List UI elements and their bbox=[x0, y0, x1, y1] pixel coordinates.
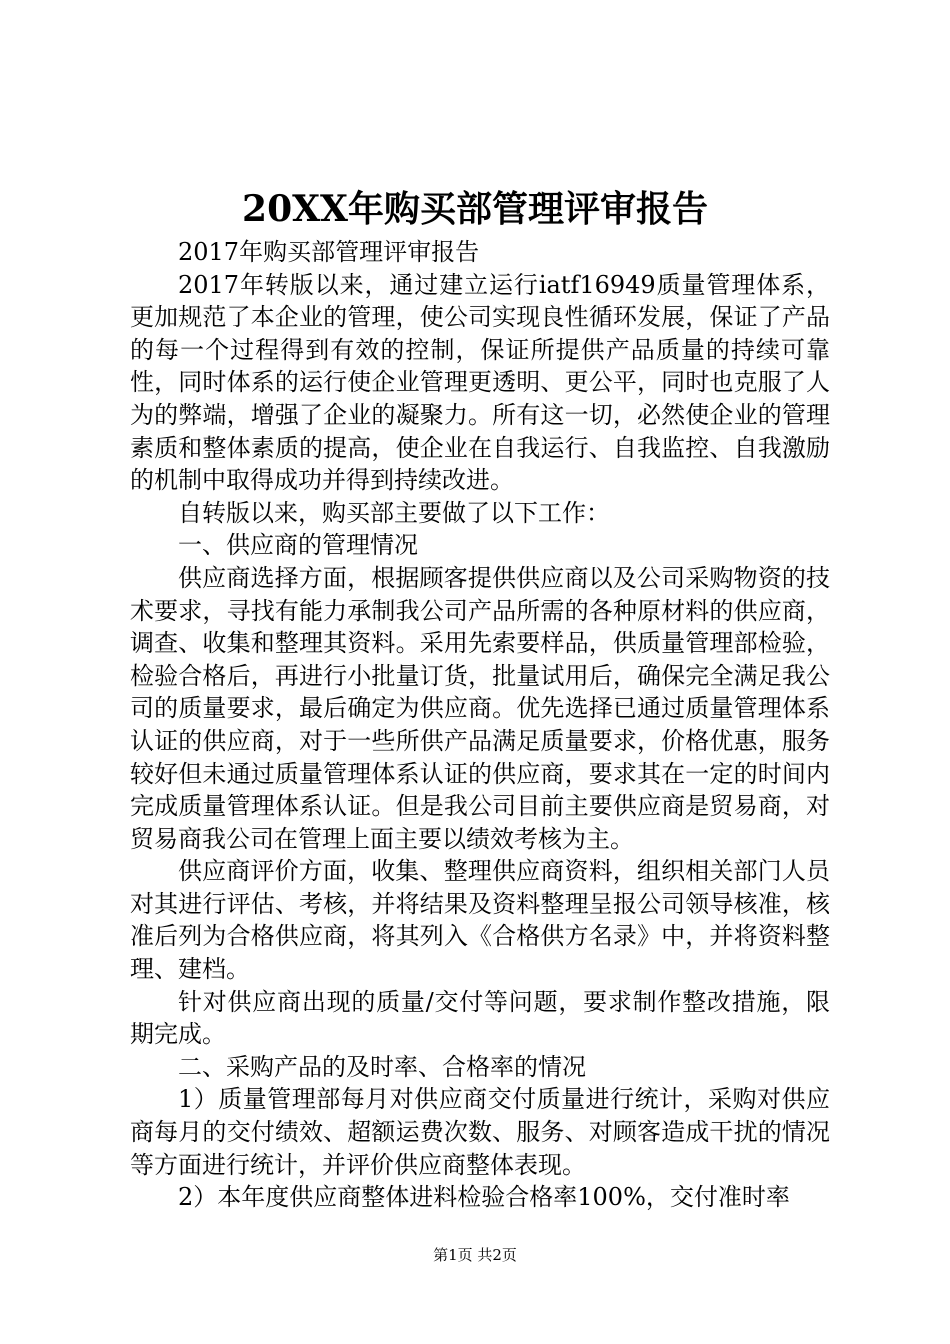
paragraph-supplier-issues: 针对供应商出现的质量/交付等问题，要求制作整改措施，限期完成。 bbox=[130, 987, 830, 1049]
paragraph-item-1: 1）质量管理部每月对供应商交付质量进行统计，采购对供应商每月的交付绩效、超额运费次数、服务、对顾客造成干扰的情况等方面进行统计，并评价供应商整体表现。 bbox=[130, 1085, 830, 1179]
document-title: 20XX年购买部管理评审报告 bbox=[242, 188, 708, 230]
paragraph-work-summary: 自转版以来，购买部主要做了以下工作： bbox=[178, 498, 610, 527]
section-heading-product-rates: 二、采购产品的及时率、合格率的情况 bbox=[178, 1052, 586, 1081]
section-heading-supplier-management: 一、供应商的管理情况 bbox=[178, 531, 418, 560]
paragraph-subtitle: 2017年购买部管理评审报告 bbox=[178, 238, 480, 266]
paragraph-intro: 2017年转版以来，通过建立运行iatf16949质量管理体系，更加规范了本企业的管理，使公司实现良性循环发展，保证了产品的每一个过程得到有效的控制，保证所提供产品质量的持续可靠性，同时体系的运行使企业管理更透明、更公平，同时也克服了人为的弊端，增强了企业的凝聚力。所有这一切，必然使企业的管理素质和整体素质的提高，使企业在自我运行、自我监控、自我激励的机制中取得成功并得到持续改进。 bbox=[130, 270, 830, 495]
paragraph-item-2: 2）本年度供应商整体进料检验合格率100%，交付准时率 bbox=[178, 1183, 790, 1212]
paragraph-supplier-evaluation: 供应商评价方面，收集、整理供应商资料，组织相关部门人员对其进行评估、考核，并将结果及资料整理呈报公司领导核准，核准后列为合格供应商，将其列入《合格供方名录》中，并将资料整理、建档。 bbox=[130, 857, 830, 984]
document-body bbox=[130, 236, 830, 1214]
page-footer: 第1页 共2页 bbox=[433, 1246, 517, 1264]
paragraph-supplier-selection: 供应商选择方面，根据顾客提供供应商以及公司采购物资的技术要求，寻找有能力承制我公司产品所需的各种原材料的供应商，调查、收集和整理其资料。采用先索要样品，供质量管理部检验，检验合格后，再进行小批量订货，批量试用后，确保完全满足我公司的质量要求，最后确定为供应商。优先选择已通过质量管理体系认证的供应商，对于一些所供产品满足质量要求，价格优惠，服务较好但未通过质量管理体系认证的供应商，要求其在一定的时间内完成质量管理体系认证。但是我公司目前主要供应商是贸易商，对贸易商我公司在管理上面主要以绩效考核为主。 bbox=[130, 563, 830, 853]
